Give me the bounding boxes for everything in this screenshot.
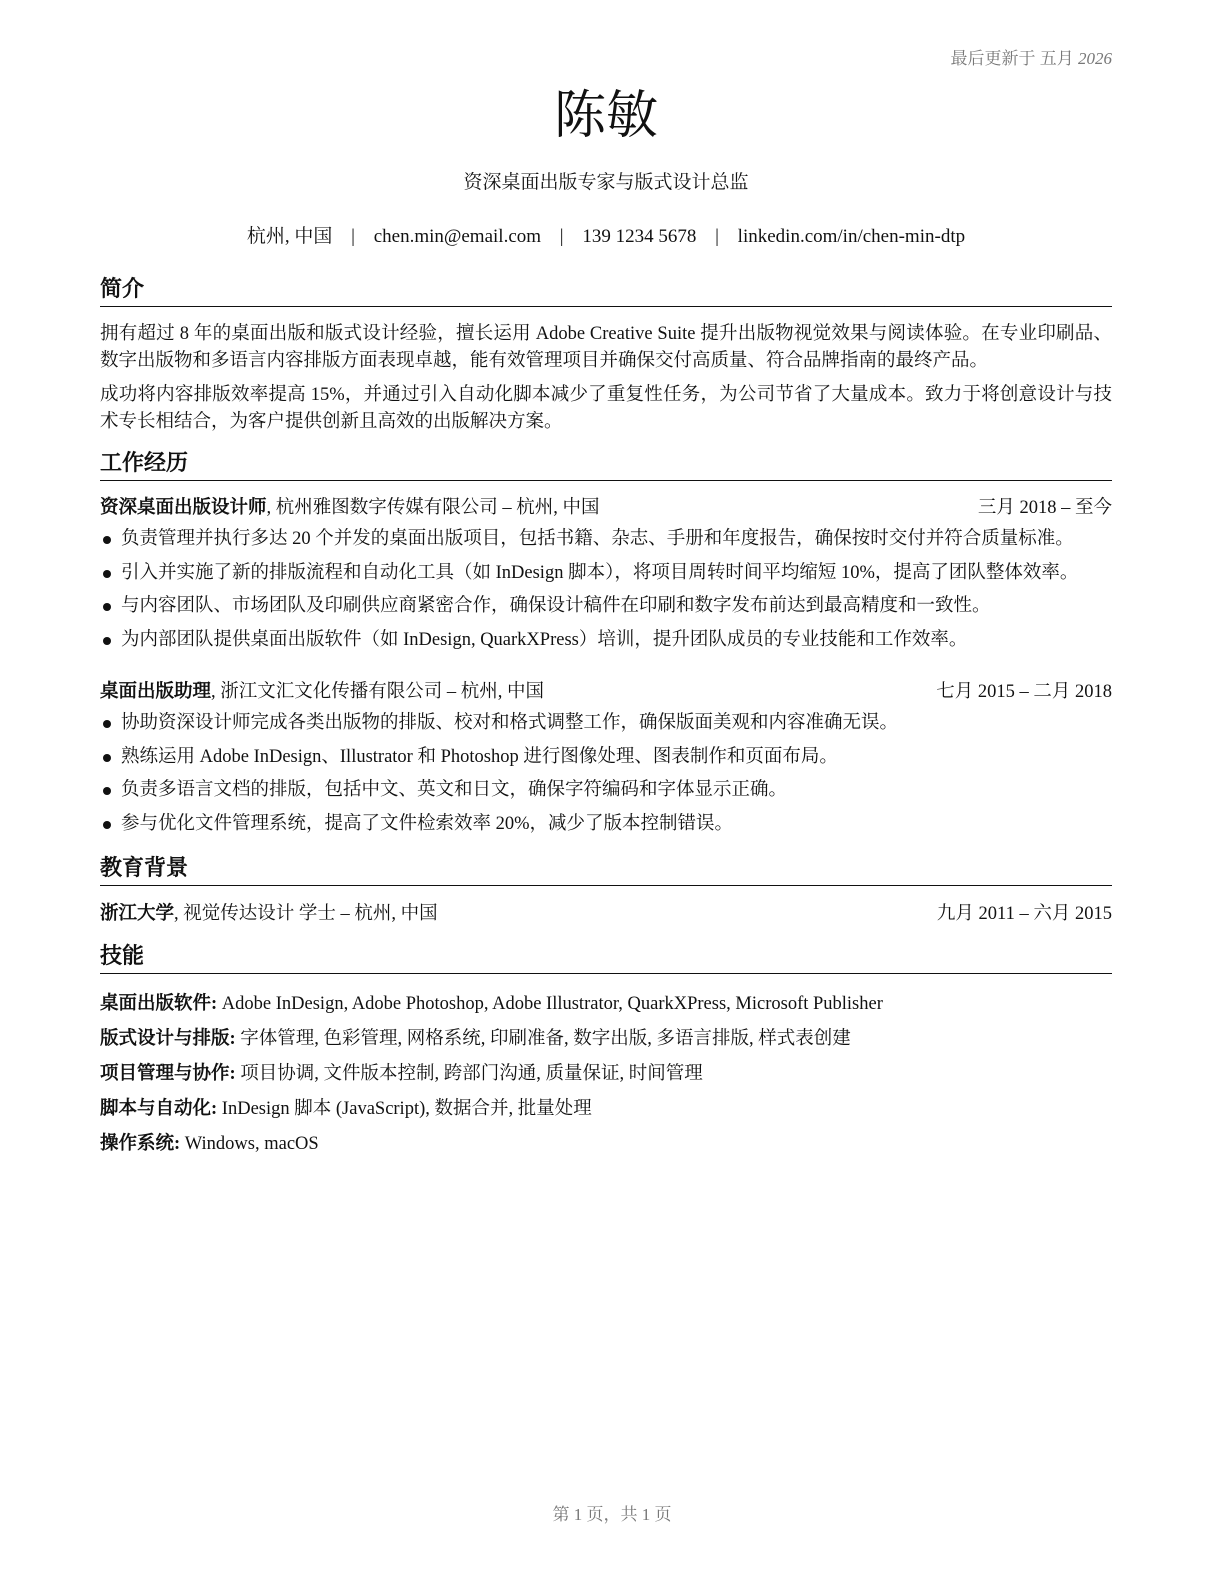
- job-bullets: [100, 523, 1112, 657]
- list-item: [100, 590, 1112, 624]
- skill-value: Adobe InDesign, Adobe Photoshop, Adobe Illustrator, QuarkXPress, Microsoft Publisher: [217, 994, 883, 1014]
- job-role: 桌面出版助理: [100, 682, 212, 702]
- summary-paragraph: 拥有超过 8 年的桌面出版和版式设计经验，擅长运用 Adobe Creative Suite 提升出版物视觉效果与阅读体验。在专业印刷品、数字出版物和多语言内容排版方面表现卓越，能有效管理项目并确保交付高质量、符合品牌指南的最终产品。: [100, 324, 1112, 371]
- bullet-text: 与内容团队、市场团队及印刷供应商紧密合作，确保设计稿件在印刷和数字发布前达到最高精度和一致性。: [121, 596, 991, 616]
- list-item: [100, 808, 1112, 842]
- job-dates: 七月 2015 – 二月 2018: [936, 682, 1112, 702]
- job-header: [100, 495, 1112, 522]
- summary-paragraph: 成功将内容排版效率提高 15%，并通过引入自动化脚本减少了重复性任务，为公司节省了大量成本。致力于将创意设计与技术专长相结合，为客户提供创新且高效的出版解决方案。: [100, 385, 1112, 432]
- job-dates: 三月 2018 – 至今: [977, 498, 1112, 518]
- skill-value: 项目协调, 文件版本控制, 跨部门沟通, 质量保证, 时间管理: [235, 1064, 703, 1084]
- job-company: , 杭州雅图数字传媒有限公司 – 杭州, 中国: [266, 498, 600, 518]
- skill-value: InDesign 脚本 (JavaScript), 数据合并, 批量处理: [217, 1099, 592, 1119]
- bullet-icon: [103, 603, 111, 611]
- candidate-name: 陈敏: [553, 86, 658, 146]
- page-footer: 第 1 页，共 1 页: [552, 1505, 672, 1524]
- bullet-text: 熟练运用 Adobe InDesign、Illustrator 和 Photoshop 进行图像处理、图表制作和页面布局。: [121, 746, 838, 767]
- skill-row: [100, 1022, 1112, 1057]
- skill-label: 桌面出版软件:: [100, 994, 218, 1014]
- skill-row: [100, 1127, 1112, 1162]
- skill-row: [100, 987, 1112, 1022]
- skill-row: [100, 1092, 1112, 1127]
- contact-linkedin-link[interactable]: linkedin.com/in/chen-min-dtp: [737, 226, 966, 247]
- contact-separator: |: [715, 226, 719, 247]
- last-updated: [951, 44, 1113, 69]
- bullet-icon: [103, 720, 111, 728]
- education-line: [100, 901, 438, 928]
- bullet-text: 协助资深设计师完成各类出版物的排版、校对和格式调整工作，确保版面美观和内容准确无误。: [121, 713, 899, 733]
- contact-line: [100, 224, 1112, 250]
- list-item: [100, 707, 1112, 741]
- skill-label: 项目管理与协作:: [100, 1064, 236, 1084]
- list-item: [100, 557, 1112, 591]
- bullet-text: 为内部团队提供桌面出版软件（如 InDesign, QuarkXPress）培训，提升团队成员的专业技能和工作效率。: [121, 629, 968, 650]
- bullet-text: 引入并实施了新的排版流程和自动化工具（如 InDesign 脚本），将项目周转时间平均缩短 10%，提高了团队整体效率。: [121, 562, 1079, 583]
- contact-email-link[interactable]: chen.min@email.com: [373, 226, 542, 247]
- education-dates: 九月 2011 – 六月 2015: [936, 904, 1112, 924]
- job-header: [100, 679, 1112, 706]
- skills-list: [100, 987, 1112, 1162]
- bullet-icon: [103, 570, 111, 578]
- section-title-summary: 简介: [100, 276, 1112, 307]
- section-title-experience: 工作经历: [100, 450, 1112, 481]
- skill-value: Windows, macOS: [180, 1134, 319, 1154]
- list-item: [100, 741, 1112, 775]
- bullet-icon: [103, 637, 111, 645]
- job-bullets: [100, 707, 1112, 841]
- bullet-text: 负责多语言文档的排版，包括中文、英文和日文，确保字符编码和字体显示正确。: [121, 780, 788, 800]
- contact-location: 杭州, 中国: [246, 226, 333, 247]
- bullet-text: 负责管理并执行多达 20 个并发的桌面出版项目，包括书籍、杂志、手册和年度报告，确保按时交付并符合质量标准。: [121, 529, 1074, 549]
- bullet-text: 参与优化文件管理系统，提高了文件检索效率 20%，减少了版本控制错误。: [121, 813, 734, 834]
- skill-value: 字体管理, 色彩管理, 网格系统, 印刷准备, 数字出版, 多语言排版, 样式表创建: [235, 1029, 851, 1049]
- skill-label: 操作系统:: [100, 1134, 181, 1154]
- contact-phone: 139 1234 5678: [582, 226, 697, 247]
- job-title-line: [100, 495, 600, 522]
- degree-details: , 视觉传达设计 学士 – 杭州, 中国: [174, 904, 438, 924]
- job-role: 资深桌面出版设计师: [100, 498, 267, 518]
- section-title-education: 教育背景: [100, 855, 1112, 886]
- education-entry: [100, 901, 1112, 928]
- last-updated-year: 2026: [1078, 49, 1112, 68]
- skill-row: [100, 1057, 1112, 1092]
- school-name: 浙江大学: [100, 904, 175, 924]
- job-company: , 浙江文汇文化传播有限公司 – 杭州, 中国: [211, 682, 545, 702]
- list-item: [100, 774, 1112, 808]
- skill-label: 版式设计与排版:: [100, 1029, 236, 1049]
- bullet-icon: [103, 787, 111, 795]
- list-item: [100, 523, 1112, 557]
- section-title-skills: 技能: [100, 943, 1112, 974]
- bullet-icon: [103, 754, 111, 762]
- contact-separator: |: [559, 226, 564, 247]
- bullet-icon: [103, 536, 111, 544]
- bullet-icon: [103, 821, 111, 829]
- job-title-line: [100, 679, 544, 706]
- skill-label: 脚本与自动化:: [100, 1099, 218, 1119]
- last-updated-label: 最后更新于 五月: [950, 49, 1074, 68]
- list-item: [100, 624, 1112, 658]
- candidate-headline: 资深桌面出版专家与版式设计总监: [463, 172, 749, 193]
- contact-separator: |: [351, 226, 355, 247]
